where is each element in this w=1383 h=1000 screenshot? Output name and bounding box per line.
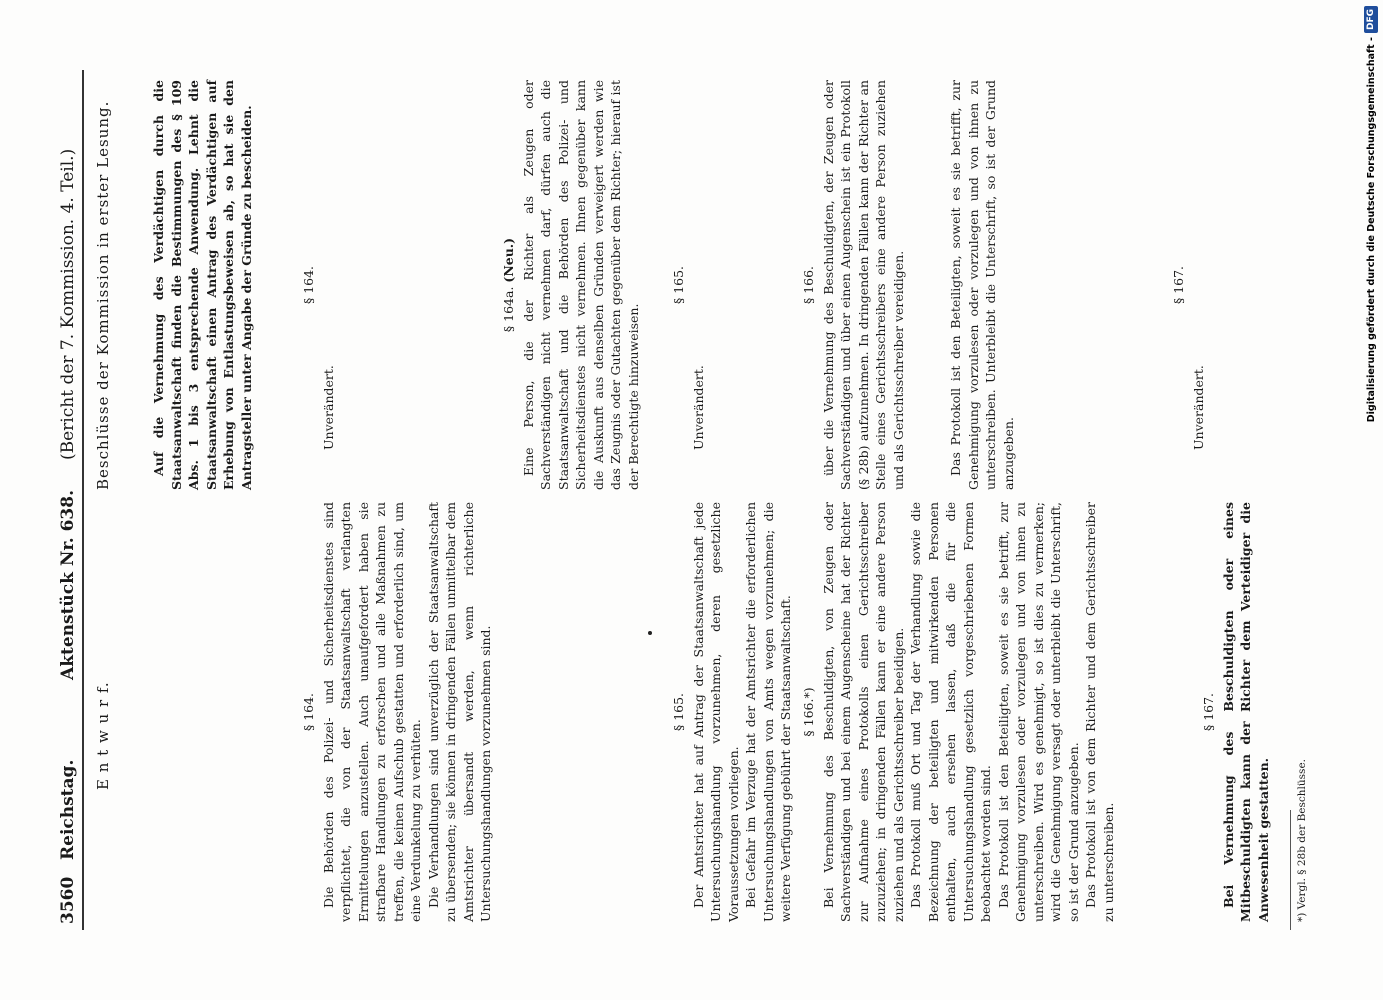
section-title: § 166.*) [801, 687, 816, 737]
document-page [0, 70, 1383, 930]
section-title: § 165. [671, 692, 686, 732]
beschluesse-heading: Beschlüsse der Kommission in erster Lesung. [94, 100, 112, 490]
beschluesse-s166 [800, 80, 1017, 490]
paragraph: Der Amtsrichter hat auf Antrag der Staatsanwaltschaft jede Untersuchungshandlung vorzunehmen, deren gesetzliche Voraussetzungen vorliegen. [690, 502, 741, 922]
paragraph: Unverändert. [320, 365, 336, 450]
paragraph: Die Verhandlungen sind unverzüglich der Staatsanwaltschaft zu übersenden; sie können in dringenden Fällen unmittelbar dem Amtsrichter übersandt werden, wenn richterliche Untersuchungshandlungen vorzunehmen sind. [425, 502, 493, 922]
paragraph: Bei Gefahr im Verzuge hat der Amtsrichter die erforderlichen Untersuchungshandlungen von Amts wegen vorzunehmen; die weitere Verfügung gebührt der Staatsanwaltschaft. [743, 502, 793, 922]
entwurf-s167 [1200, 502, 1272, 922]
print-speck [648, 631, 652, 635]
header-rule [82, 70, 84, 930]
paragraph: Unverändert. [690, 365, 706, 450]
paragraph: Die Behörden des Polizei- und Sicherheitsdienstes sind verpflichtet, die von der Staatsanwaltschaft verlangten Ermittelungen anzustellen. Auch unaufgefordert haben sie strafbare Handlungen zu erforschen und alle Maßnahmen zu treffen, die keinen Aufschub gestatten und erforderlich sind, um eine Verdunkelung zu verhüten. [320, 502, 423, 922]
document-reference: Aktenstück Nr. 638. [58, 489, 78, 680]
paragraph: Bei Vernehmung des Beschuldigten, von Zeugen oder Sachverständigen und bei einem Augenscheine hat der Richter zur Aufnahme eines Protokolls einen Gerichtsschreiber zuzuziehen; in dringenden Fällen kann er eine andere Person zuziehen und als Gerichtsschreiber beeidigen. [820, 502, 906, 922]
entwurf-s165 [670, 502, 795, 922]
section-number: § 164a. [501, 286, 516, 333]
entwurf-heading: E n t w u r f. [94, 681, 112, 790]
paragraph: Auf die Vernehmung des Verdächtigen durch die Staatsanwaltschaft finden die Bestimmungen des § 109 Abs. 1 bis 3 entsprechende Anwendung. Lehnt die Staatsanwaltschaft einen Antrag des Verdächtigen auf Erhebung von Entlastungsbeweisen ab, so hat sie den Antragsteller unter Angabe der Gründe zu bescheiden. [151, 80, 254, 490]
beschluesse-intro [150, 80, 255, 490]
beschluesse-s165 [670, 80, 707, 490]
footnote-rule [1290, 810, 1291, 930]
entwurf-s164 [300, 502, 495, 922]
section-title: § 164. [301, 692, 316, 732]
paragraph: Unverändert. [1190, 365, 1206, 450]
section-title: § 164. [301, 265, 316, 305]
section-title: § 167. [1201, 692, 1216, 732]
beschluesse-s167 [1170, 80, 1207, 490]
paragraph: Das Protokoll ist von dem Richter und dem Gerichtsschreiber zu unterschreiben. [1083, 502, 1116, 922]
paragraph: Eine Person, die der Richter als Zeugen oder Sachverständigen nicht vernehmen darf, dürfen auch die Staatsanwaltschaft und die Behörden des Polizei- und Sicherheitsdienstes nicht vernehmen. Ihnen gegenüber kann die Auskunft aus denselben Gründen verweigert werden wie das Zeugnis oder Gutachten gegenüber dem Richter; hierauf ist der Berechtigte hinzuweisen. [520, 80, 641, 490]
section-title: § 167. [1171, 265, 1186, 305]
publisher: Reichstag. [58, 759, 78, 860]
footnote: *) Vergl. § 28b der Beschlüsse. [1296, 758, 1308, 922]
new-tag: (Neu.) [501, 237, 516, 283]
credit-text: Digitalisierung gefördert durch die Deutsche Forschungsgemeinschaft - [1365, 37, 1377, 423]
paragraph: Das Protokoll ist den Beteiligten, soweit es sie betrifft, zur Genehmigung vorzulesen oder vorzulegen und von ihnen zu unterschreiben. Wird es genehmigt, so ist dies zu vermerken; wird die Genehmigung versagt oder unterbleibt die Unterschrift, so ist der Grund anzugeben. [995, 502, 1081, 922]
page-number: 3560 [58, 876, 78, 924]
paragraph: Das Protokoll ist den Beteiligten, soweit es sie betrifft, zur Genehmigung vorzulesen oder vorzulegen und von ihnen zu unterschreiben. Unterbleibt die Unterschrift, so ist der Grund anzugeben. [948, 80, 1016, 490]
entwurf-s166 [800, 502, 1117, 922]
section-title: § 166. [801, 265, 816, 305]
digitization-credit [1362, 6, 1380, 906]
beschluesse-s164 [300, 80, 337, 490]
page-header [52, 70, 84, 930]
paragraph: über die Vernehmung des Beschuldigten, der Zeugen oder Sachverständigen und über einen Augenschein ist ein Protokoll (§ 28b) aufzunehmen. In dringenden Fällen kann der Richter an Stelle eines Gerichtsschreibers eine andere Person zuziehen und als Gerichtsschreiber vereidigen. [820, 80, 906, 490]
beschluesse-s164a [500, 80, 642, 490]
dfg-logo: DFG [1364, 6, 1378, 33]
section-title [500, 80, 518, 490]
paragraph: Das Protokoll muß Ort und Tag der Verhandlung sowie die Bezeichnung der beteiligten und mitwirkenden Personen enthalten, auch ersehen lassen, daß die für die Untersuchungshandlung gesetzlich vorgeschriebenen Formen beobachtet worden sind. [908, 502, 993, 922]
report-title: (Bericht der 7. Kommission. 4. Teil.) [58, 148, 78, 460]
section-title: § 165. [671, 265, 686, 305]
paragraph: Bei Vernehmung des Beschuldigten oder eines Mitbeschuldigten kann der Richter dem Verteidiger die Anwesenheit gestatten. [1220, 502, 1271, 922]
